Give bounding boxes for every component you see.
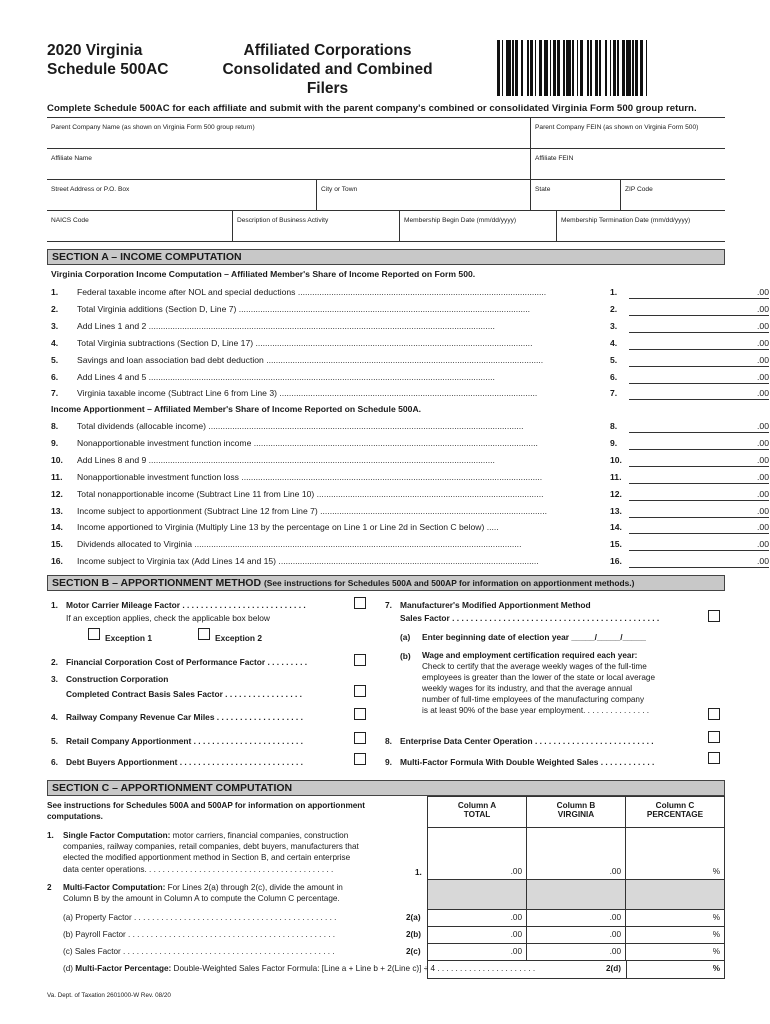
city-field[interactable]: City or Town [317,180,531,210]
line-description: Virginia taxable income (Subtract Line 6 from Line 3) ............................................................................................................ [77,388,538,399]
form-schedule: Schedule 500AC [47,61,169,78]
b-item-6-label: Debt Buyers Apportionment . . . . . . . . . . . . . . . . . . . . . . . . . . . [66,757,304,767]
b-item-1-num: 1. [51,600,58,610]
b-item-7b-label: (b) [400,651,411,661]
c-line-1-text-4: data center operations. . . . . . . . . . . . . . . . . . . . . . . . . . . . . . . . . . . . . . . . . . [63,864,334,874]
c-line-2-body [63,882,407,904]
section-a-line [47,319,769,335]
line-amount-field[interactable]: .00 [629,504,769,518]
section-a-line [47,453,769,469]
retail-checkbox[interactable] [354,732,366,744]
affiliate-name-field[interactable]: Affiliate Name [47,149,531,179]
c-line-1-body [63,830,407,875]
line-2a-col-b[interactable]: .00 [527,910,626,926]
line-ref: 14. [610,522,622,533]
line-description: Federal taxable income after NOL and special deductions ........................................................................................................ [77,287,547,297]
wage-cert-line-2: employees is greater than the lower of the state or local average [422,673,656,682]
line-amount-field[interactable]: .00 [629,419,769,433]
column-c-sub: PERCENTAGE [646,810,704,819]
line-2b-col-b[interactable]: .00 [527,927,626,943]
zip-field[interactable]: ZIP Code [625,186,653,193]
c-line-2-text-1: For Lines 2(a) through 2(c), divide the amount in [165,883,343,892]
naics-field[interactable]: NAICS Code [47,211,233,241]
line-2c-col-a[interactable]: .00 [428,944,527,960]
section-a-line [47,554,769,570]
line-1-col-a-cell[interactable] [428,828,527,879]
exception-1-label: Exception 1 [105,633,153,643]
b-item-5-label: Retail Company Apportionment . . . . . . . . . . . . . . . . . . . . . . . . [66,736,304,746]
line-1-col-b-cell[interactable] [527,828,626,879]
line-amount-field[interactable]: .00 [629,470,769,484]
section-a-line [47,336,769,352]
form-title-line2: Consolidated and Combined Filers [222,61,433,97]
line-description: Add Lines 1 and 2 ................................................................................................................................................. [77,320,495,331]
line-ref: 12. [610,488,622,499]
exception-2-label: Exception 2 [215,633,263,643]
line-ref: 10. [610,454,622,465]
parent-fein-field[interactable]: Parent Company FEIN (as shown on Virginia Form 500) [535,124,699,131]
line-amount-field[interactable]: .00 [629,453,769,467]
business-description-field[interactable]: Description of Business Activity [233,211,400,241]
c-line-2d-label [63,964,603,973]
c-line-2d-text: Double-Weighted Sales Factor Formula: [Line a + Line b + 2(Line c)] ÷ 4 . . . . . . . . . . . . . . . . . . . . . . [171,964,536,973]
form-footer: Va. Dept. of Taxation 2601000-W Rev. 08/20 [47,992,171,999]
line-2c-col-c[interactable]: % [712,947,720,956]
line-2b-col-a[interactable]: .00 [428,927,527,943]
section-a-line [47,470,769,486]
line-description: Total nonapportionable income (Subtract Line 11 from Line 10) ............................................................................................... [77,488,544,499]
line-number: 11. [51,471,63,482]
barcode-bar [647,40,649,96]
section-b-header [47,575,725,591]
line-2d-col-c[interactable]: % [626,961,724,978]
form-year-state: 2020 Virginia [47,42,143,59]
form-title [200,41,455,98]
section-c-intro [47,800,365,822]
b-item-9-num: 9. [385,757,392,767]
line-number: 8. [51,421,59,431]
column-a-header [428,797,527,827]
line-ref: 1. [610,287,618,297]
b-item-6-num: 6. [51,757,58,767]
column-b-sub: VIRGINIA [557,810,595,819]
line-1-col-a: .00 [510,867,522,876]
line-amount-field[interactable]: .00 [629,353,769,367]
line-ref: 13. [610,505,622,516]
column-a-sub: TOTAL [463,810,491,819]
line-ref: 6. [610,371,618,382]
financial-corp-checkbox[interactable] [354,654,366,666]
wage-cert-heading: Wage and employment certification required each year: [422,651,638,660]
line-number: 14. [51,522,63,533]
column-c-title: Column C [655,801,695,810]
b-item-2-num: 2. [51,657,58,667]
form-title-left [47,41,168,79]
line-number: 3. [51,320,59,331]
line-number: 7. [51,388,59,399]
line-amount-field[interactable]: .00 [629,370,769,384]
c-line-1-text-2: companies, railway companies, retail companies, debt buyers, manufacturers that [63,842,359,852]
c-line-2-heading: Multi-Factor Computation: [63,883,166,892]
line-ref: 11. [610,471,622,482]
c-line-2a-label: (a) Property Factor . . . . . . . . . . . . . . . . . . . . . . . . . . . . . . . . . . . . . . . . . . . . . [63,913,337,922]
b-item-7a-label: (a) [400,632,411,642]
identification-table [47,117,725,242]
c-line-2a-ref: 2(a) [406,913,421,922]
b-item-7-num: 7. [385,600,392,610]
line-number: 2. [51,303,59,314]
b-item-5-num: 5. [51,736,58,746]
section-a-line [47,504,769,520]
line-2c-col-b[interactable]: .00 [527,944,626,960]
b-item-4-num: 4. [51,712,58,722]
c-line-1-text-3: elected the modified apportionment method in Section B, and certain enterprise [63,853,351,863]
line-2-col-a-shade [428,880,527,909]
line-ref: 3. [610,320,618,331]
c-line-1-text [47,830,407,875]
section-c-header: SECTION C – APPORTIONMENT COMPUTATION [47,780,725,796]
c-line-2c-label: (c) Sales Factor . . . . . . . . . . . . . . . . . . . . . . . . . . . . . . . . . . . . . . . . . . . . . . . [63,947,335,956]
b-item-3-num: 3. [51,674,58,684]
line-description: Add Lines 8 and 9 ................................................................................................................................................. [77,454,495,465]
c-line-2d-ref: 2(d) [606,964,622,973]
election-date-field[interactable]: Enter beginning date of election year _____/_____/_____ [422,632,646,642]
b-item-8-num: 8. [385,736,392,746]
wage-cert-line-4: number of full-time employees of the manufacturing company [422,695,645,704]
motor-carrier-checkbox[interactable] [354,597,366,609]
column-b-title: Column B [556,801,596,810]
line-amount-field[interactable]: .00 [629,436,769,450]
c-line-2-num: 2 [47,883,52,892]
c-line-1-heading: Single Factor Computation: [63,831,171,840]
line-ref: 8. [610,421,618,431]
c-line-2d-prefix: (d) [63,964,76,973]
c-line-2b-ref: 2(b) [406,930,422,939]
b-item-8-label: Enterprise Data Center Operation . . . . . . . . . . . . . . . . . . . . . . . . . . [400,736,654,746]
construction-corp-checkbox[interactable] [354,685,366,697]
state-field[interactable]: State [531,180,621,210]
section-a-line [47,520,769,536]
section-a-line [47,370,769,386]
apportionment-table [427,796,725,979]
section-a-line [47,537,769,553]
line-2-shaded-row [428,880,724,910]
line-description: Savings and loan association bad debt deduction .................................................................................................................... [77,354,544,365]
b-item-2-label: Financial Corporation Cost of Performance Factor . . . . . . . . . [66,657,308,667]
line-2a-col-c[interactable]: % [712,913,720,922]
affiliate-fein-field[interactable]: Affiliate FEIN [535,155,574,162]
section-a-header: SECTION A – INCOME COMPUTATION [47,249,725,265]
wage-certification-text [422,650,704,716]
b-item-9-label: Multi-Factor Formula With Double Weighted Sales . . . . . . . . . . . . [400,757,655,767]
form-title-line1: Affiliated Corporations [243,42,412,59]
column-c-header [626,797,724,827]
line-2-col-c-shade [626,880,724,909]
debt-buyers-checkbox[interactable] [354,753,366,765]
exception-2-checkbox[interactable] [198,628,210,640]
section-b-title: SECTION B – APPORTIONMENT METHOD [52,577,262,589]
line-number: 6. [51,371,59,382]
c-line-1-text-1: motor carriers, financial companies, construction [170,831,349,840]
line-1-col-c: % [712,867,720,876]
section-c-intro-2: computations. [47,812,103,821]
exception-1-checkbox[interactable] [88,628,100,640]
section-a-line [47,436,769,452]
b-item-1-label: Motor Carrier Mileage Factor . . . . . . . . . . . . . . . . . . . . . . . . . . . [66,600,306,610]
manufacturer-checkbox[interactable] [708,610,720,622]
line-number: 16. [51,556,63,567]
line-amount-field[interactable]: .00 [629,554,769,568]
line-description: Income apportioned to Virginia (Multiply Line 13 by the percentage on Line 1 or Line 2d in Section C below) ..... [77,522,499,533]
line-amount-field[interactable]: .00 [629,319,769,333]
wage-cert-line-3: weekly wages for its industry, and that the average annual [422,684,633,693]
section-a-subheading-2: Income Apportionment – Affiliated Member's Share of Income Reported on Schedule 500A. [51,404,422,414]
line-description: Income subject to apportionment (Subtract Line 12 from Line 7) ............................................................................................... [77,505,547,516]
barcode-image [497,40,725,96]
c-line-1-num: 1. [47,831,54,840]
line-ref: 5. [610,354,618,365]
line-amount-field[interactable]: .00 [629,336,769,350]
b-item-7-label-a: Manufacturer's Modified Apportionment Method [400,600,591,610]
line-description: Total Virginia subtractions (Section D, Line 17) .................................................................................................................... [77,337,533,348]
line-ref: 7. [610,388,618,399]
line-description: Dividends allocated to Virginia ......................................................................................................................................... [77,539,522,550]
line-number: 9. [51,437,59,448]
b-item-1-sub: If an exception applies, check the applicable box below [66,613,270,623]
line-number: 4. [51,337,59,348]
data-center-checkbox[interactable] [708,731,720,743]
line-ref: 9. [610,437,618,448]
wage-cert-line-1: Check to certify that the average weekly wages of the full-time [422,662,647,671]
line-2a-col-a[interactable]: .00 [428,910,527,926]
b-item-4-label: Railway Company Revenue Car Miles . . . . . . . . . . . . . . . . . . . [66,712,303,722]
c-line-2c-ref: 2(c) [406,947,421,956]
section-b-note: (See instructions for Schedules 500A and 500AP for information on apportionment methods.) [263,578,635,588]
section-a-line [47,285,769,301]
wage-cert-line-5: is at least 90% of the base year employment. . . . . . . . . . . . . . . [422,706,650,715]
line-description: Income subject to Virginia tax (Add Lines 14 and 15) ............................................................................................................. [77,556,539,567]
line-number: 5. [51,354,59,365]
line-amount-field[interactable]: .00 [629,520,769,534]
section-a-line [47,386,769,402]
section-a-line [47,353,769,369]
line-1-col-c-cell[interactable] [626,828,724,879]
line-1-col-b: .00 [609,867,621,876]
line-description: Add Lines 4 and 5 ................................................................................................................................................. [77,371,495,382]
c-line-1-ref: 1. [415,868,422,877]
line-ref: 16. [610,556,622,567]
section-c-intro-1: See instructions for Schedules 500A and 500AP for information on apportionment [47,801,366,810]
wage-certification-checkbox[interactable] [708,708,720,720]
line-amount-field[interactable]: .00 [629,386,769,400]
b-item-7-label-b: Sales Factor . . . . . . . . . . . . . . . . . . . . . . . . . . . . . . . . . . . . . . . . . . . . . [400,613,660,623]
street-field[interactable]: Street Address or P.O. Box [47,180,317,210]
line-number: 13. [51,505,63,516]
line-amount-field[interactable]: .00 [629,537,769,551]
line-number: 10. [51,454,63,465]
line-ref: 4. [610,337,618,348]
parent-name-field[interactable]: Parent Company Name (as shown on Virginia Form 500 group return) [47,118,531,148]
section-a-line [47,487,769,503]
section-a-subheading-1: Virginia Corporation Income Computation – Affiliated Member's Share of Income Reported on Form 500. [51,269,476,279]
line-amount-field[interactable]: .00 [629,487,769,501]
section-a-line [47,302,769,318]
form-instruction: Complete Schedule 500AC for each affiliate and submit with the parent company's combined or consolidated Virginia Form 500 group return. [47,103,697,114]
line-ref: 2. [610,303,618,314]
line-2-col-b-shade [527,880,626,909]
b-item-3-label-b: Completed Contract Basis Sales Factor . . . . . . . . . . . . . . . . . [66,689,302,699]
line-description: Nonapportionable investment function loss .............................................................................................................................. [77,471,543,482]
membership-termination-field[interactable]: Membership Termination Date (mm/dd/yyyy) [561,217,691,224]
line-2b-col-c[interactable]: % [712,930,720,939]
c-line-2-text [47,882,407,904]
c-line-2-text-2: Column B by the amount in Column A to compute the Column C percentage. [63,894,340,904]
line-description: Nonapportionable investment function income ....................................................................................................................... [77,437,538,448]
line-number: 1. [51,287,59,297]
line-number: 15. [51,539,63,550]
c-line-2b-label: (b) Payroll Factor . . . . . . . . . . . . . . . . . . . . . . . . . . . . . . . . . . . . . . . . . . . . . . [63,930,336,939]
line-ref: 15. [610,539,622,550]
c-line-2d-heading: Multi-Factor Percentage: [75,964,172,973]
line-description: Total dividends (allocable income) .................................................................................................................................... [77,421,524,431]
line-amount-field[interactable]: .00 [629,302,769,316]
section-a-line [47,419,769,435]
railway-checkbox[interactable] [354,708,366,720]
membership-begin-field[interactable]: Membership Begin Date (mm/dd/yyyy) [400,211,557,241]
line-number: 12. [51,488,63,499]
multi-factor-checkbox[interactable] [708,752,720,764]
column-b-header [527,797,626,827]
line-description: Total Virginia additions (Section D, Line 7) .......................................................................................................................... [77,303,531,314]
column-a-title: Column A [457,801,497,810]
b-item-3-label-a: Construction Corporation [66,674,169,684]
line-amount-field[interactable]: .00 [629,285,769,299]
